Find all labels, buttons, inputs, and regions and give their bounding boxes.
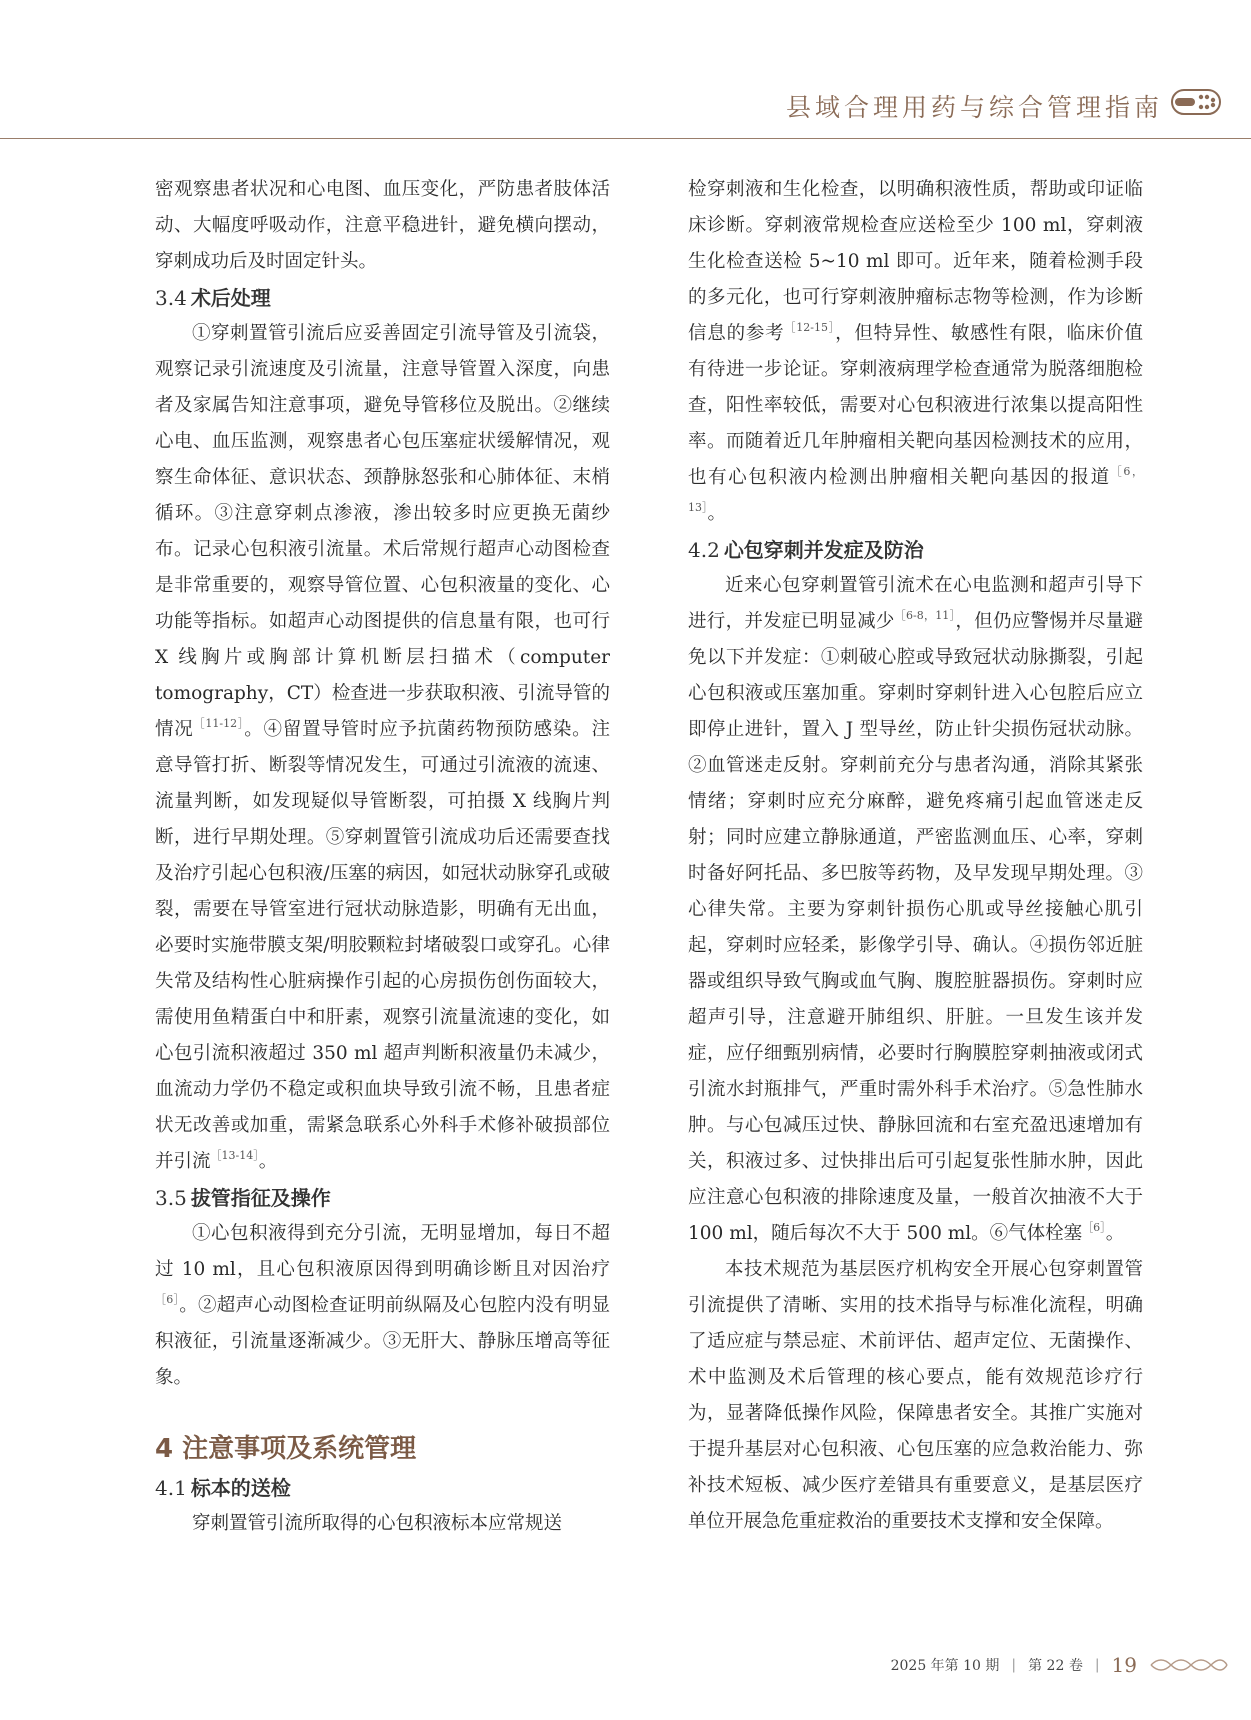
paragraph-text: 。④留置导管时应予抗菌药物预防感染。注意导管打折、断裂等情况发生，可通过引流液的流速、流量判断，如发现疑似导管断裂，可拍摄 X 线胸片判断，进行早期处理。⑤穿刺置管引流成功后还需要查找及治疗引起心包积液/压塞的病因，如冠状动脉穿孔或破裂，需要在导管室进行冠状动脉造影，明确有无出血，必要时实施带膜支架/明胶颗粒封堵破裂口或穿孔。心律失常及结构性心脏病操作引起的心房损伤创伤面较大，需使用鱼精蛋白中和肝素，观察引流量流速的变化，如心包引流积液超过 350 ml 超声判断积液量仍未减少，血流动力学仍不稳定或积血块导致引流不畅，且患者症状无改善或加重，需紧急联系心外科手术修补破损部位并引流 <box>155 719 610 1172</box>
citation: ［6-8，11］ <box>894 609 956 622</box>
citation: ［6］ <box>155 1293 180 1306</box>
citation: ［11-12］ <box>193 717 245 730</box>
paragraph-text: 。 <box>707 503 727 524</box>
page-footer <box>891 1650 1229 1680</box>
paragraph-text: ，但仍应警惕并尽量避免以下并发症：①刺破心腔或导致冠状动脉撕裂，引起心包积液或压塞加重。穿刺时穿刺针进入心包腔后应立即停止进针，置入 J 型导丝，防止针尖损伤冠状动脉。②血管迷走反射。穿刺前充分与患者沟通，消除其紧张情绪；穿刺时应充分麻醉，避免疼痛引起血管迷走反射；同时应建立静脉通道，严密监测血压、心率，穿刺时备好阿托品、多巴胺等药物，及早发现早期处理。③心律失常。主要为穿刺针损伤心肌或导丝接触心肌引起，穿刺时应轻柔，影像学引导、确认。④损伤邻近脏器或组织导致气胸或血气胸、腹腔脏器损伤。穿刺时应超声引导，注意避开肺组织、肝脏。一旦发生该并发症，应仔细甄别病情，必要时行胸膜腔穿刺抽液或闭式引流水封瓶排气，严重时需外科手术治疗。⑤急性肺水肿。与心包减压过快、静脉回流和右室充盈迅速增加有关，积液过多、过快排出后可引起复张性肺水肿，因此应注意心包积液的排除速度及量，一般首次抽液不大于 100 ml，随后每次不大于 500 ml。⑥气体栓塞 <box>688 611 1143 1244</box>
citation: ［6］ <box>1082 1221 1106 1234</box>
footer-separator: | <box>1094 1657 1100 1673</box>
paragraph <box>688 172 1143 532</box>
footer-separator: | <box>1011 1657 1017 1673</box>
page-number: 19 <box>1111 1653 1137 1677</box>
dna-wave-icon <box>1149 1655 1229 1675</box>
paragraph-text: 。 <box>258 1151 278 1172</box>
citation: ［13-14］ <box>210 1149 259 1162</box>
section-number: 3.5 <box>155 1186 187 1210</box>
paragraph-text: ，但特异性、敏感性有限，临床价值有待进一步论证。穿刺液病理学检查通常为脱落细胞检查，阳性率较低，需要对心包积液进行浓集以提高阳性率。而随着近几年肿瘤相关靶向基因检测技术的应用，也有心包积液内检测出肿瘤相关靶向基因的报道 <box>688 323 1143 488</box>
section-heading-4 <box>155 1428 610 1470</box>
paragraph-text: ①心包积液得到充分引流，无明显增加，每日不超过 10 ml，且心包积液原因得到明确诊断且对因治疗 <box>155 1223 610 1280</box>
left-column <box>155 172 610 1542</box>
section-title: 术后处理 <box>190 286 271 310</box>
paragraph-text: 检穿刺液和生化检查，以明确积液性质，帮助或印证临床诊断。穿刺液常规检查应送检至少 100 ml，穿刺液生化检查送检 5~10 ml 即可。近年来，随着检测手段的多元化，也可行穿刺液肿瘤标志物等检测，作为诊断信息的参考 <box>688 179 1143 344</box>
paragraph: 本技术规范为基层医疗机构安全开展心包穿刺置管引流提供了清晰、实用的技术指导与标准化流程，明确了适应症与禁忌症、术前评估、超声定位、无菌操作、术中监测及术后管理的核心要点，能有效规范诊疗行为，显著降低操作风险，保障患者安全。其推广实施对于提升基层对心包积液、心包压塞的应急救治能力、弥补技术短板、减少医疗差错具有重要意义，是基层医疗单位开展急危重症救治的重要技术支撑和安全保障。 <box>688 1259 1143 1532</box>
right-column <box>688 172 1143 1540</box>
paragraph-text: 。 <box>1105 1223 1125 1244</box>
paragraph: 密观察患者状况和心电图、血压变化，严防患者肢体活动、大幅度呼吸动作，注意平稳进针，避免横向摆动，穿刺成功后及时固定针头。 <box>155 179 610 272</box>
section-title: 心包穿刺并发症及防治 <box>723 538 924 562</box>
section-title: 标本的送检 <box>190 1476 291 1500</box>
citation: ［12-15］ <box>784 321 836 334</box>
section-heading-4-2 <box>688 532 1143 568</box>
paragraph <box>688 568 1143 1252</box>
volume-label: 第 22 卷 <box>1028 1658 1083 1674</box>
paragraph-text: 近来心包穿刺置管引流术在心电监测和超声引导下进行，并发症已明显减少 <box>688 575 1143 632</box>
section-number: 4.2 <box>688 538 720 562</box>
citation: ［6，13］ <box>688 465 1143 514</box>
section-title: 拔管指征及操作 <box>190 1186 331 1210</box>
section-number: 4 <box>155 1434 174 1464</box>
section-heading-4-1 <box>155 1470 610 1506</box>
paragraph <box>155 316 610 1180</box>
page-header <box>0 0 1251 140</box>
journal-logo-icon <box>1171 88 1221 116</box>
section-heading-3-4 <box>155 280 610 316</box>
header-divider <box>0 138 1251 139</box>
paragraph-text: 。②超声心动图检查证明前纵隔及心包腔内没有明显积液征，引流量逐渐减少。③无肝大、静脉压增高等征象。 <box>155 1295 610 1388</box>
section-number: 3.4 <box>155 286 187 310</box>
section-number: 4.1 <box>155 1476 187 1500</box>
journal-title: 县域合理用药与综合管理指南 <box>785 93 1163 122</box>
issue-label: 2025 年第 10 期 <box>890 1658 1000 1674</box>
paragraph <box>155 1216 610 1396</box>
paragraph: 穿刺置管引流所取得的心包积液标本应常规送 <box>192 1513 563 1534</box>
paragraph-text: ①穿刺置管引流后应妥善固定引流导管及引流袋，观察记录引流速度及引流量，注意导管置入深度，向患者及家属告知注意事项，避免导管移位及脱出。②继续心电、血压监测，观察患者心包压塞症状缓解情况，观察生命体征、意识状态、颈静脉怒张和心肺体征、末梢循环。③注意穿刺点渗液，渗出较多时应更换无菌纱布。记录心包积液引流量。术后常规行超声心动图检查是非常重要的，观察导管位置、心包积液量的变化、心功能等指标。如超声心动图提供的信息量有限，也可行 X 线胸片或胸部计算机断层扫描术（computer tomography，CT）检查进一步获取积液、引流导管的情况 <box>155 323 610 740</box>
section-title: 注意事项及系统管理 <box>182 1434 417 1464</box>
section-heading-3-5 <box>155 1180 610 1216</box>
